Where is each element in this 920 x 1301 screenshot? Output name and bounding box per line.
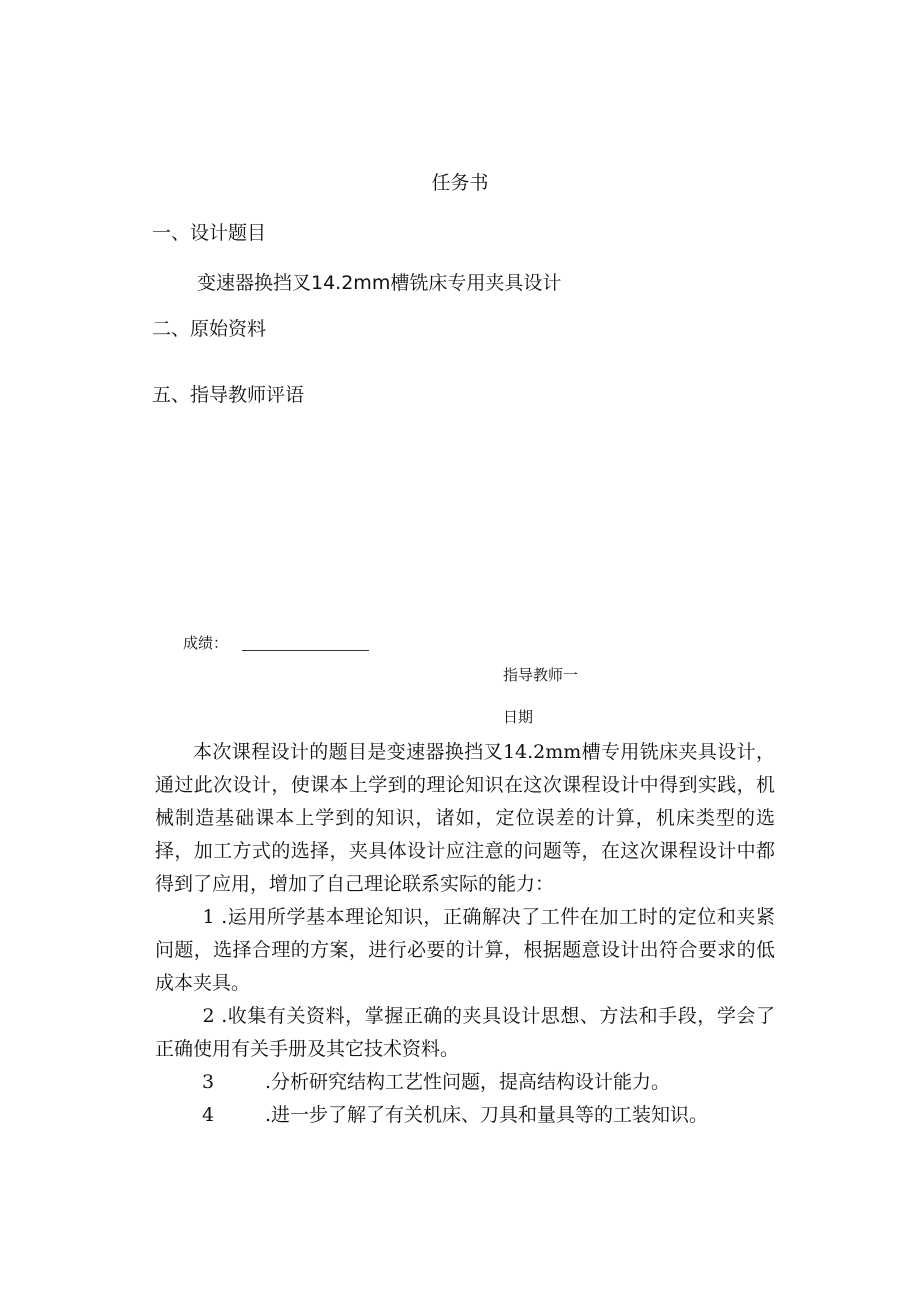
design-topic-text: 变速器换挡叉14.2mm槽铣床专用夹具设计 [197,272,562,294]
summary-block [155,736,775,1132]
summary-intro-paragraph: 本次课程设计的题目是变速器换挡叉14.2mm槽专用铣床夹具设计，通过此次设计，使课本上学到的理论知识在这次课程设计中得到实践，机械制造基础课本上学到的知识，诸如，定位误差的计算，机床类型的选择，加工方式的选择，夹具体设计应注意的问题等，在这次课程设计中都得到了应用，增加了自己理论联系实际的能力： [155,741,775,895]
section-heading-teacher-comments: 五、指导教师评语 [152,384,305,406]
list-item-number: 3 [202,1071,215,1093]
list-item-number: 4 [202,1104,215,1126]
list-item-text: .收集有关资料，掌握正确的夹具设计思想、方法和手段，学会了正确使用有关手册及其它技术资料。 [155,1005,775,1060]
list-item [155,901,775,1000]
list-item-text: .进一步了解了有关机床、刀具和量具等的工装知识。 [265,1104,709,1126]
list-item [155,1066,775,1099]
section-heading-design-topic: 一、设计题目 [152,222,267,244]
list-item-number: 2 [202,1005,215,1027]
page-title: 任务书 [431,172,489,194]
list-item-text: .分析研究结构工艺性问题，提高结构设计能力。 [265,1071,671,1093]
list-item [155,1099,775,1132]
list-item-text: .运用所学基本理论知识，正确解决了工件在加工时的定位和夹紧问题，选择合理的方案，进行必要的计算，根据题意设计出符合要求的低成本夹具。 [155,906,775,994]
section-heading-source-materials: 二、原始资料 [152,318,267,340]
list-item [155,1000,775,1066]
grade-label: 成绩： [183,634,229,652]
teacher-label: 指导教师一 [503,666,579,684]
list-item-number: 1 [202,906,215,928]
date-label: 日期 [503,708,534,726]
grade-underline [242,650,369,651]
